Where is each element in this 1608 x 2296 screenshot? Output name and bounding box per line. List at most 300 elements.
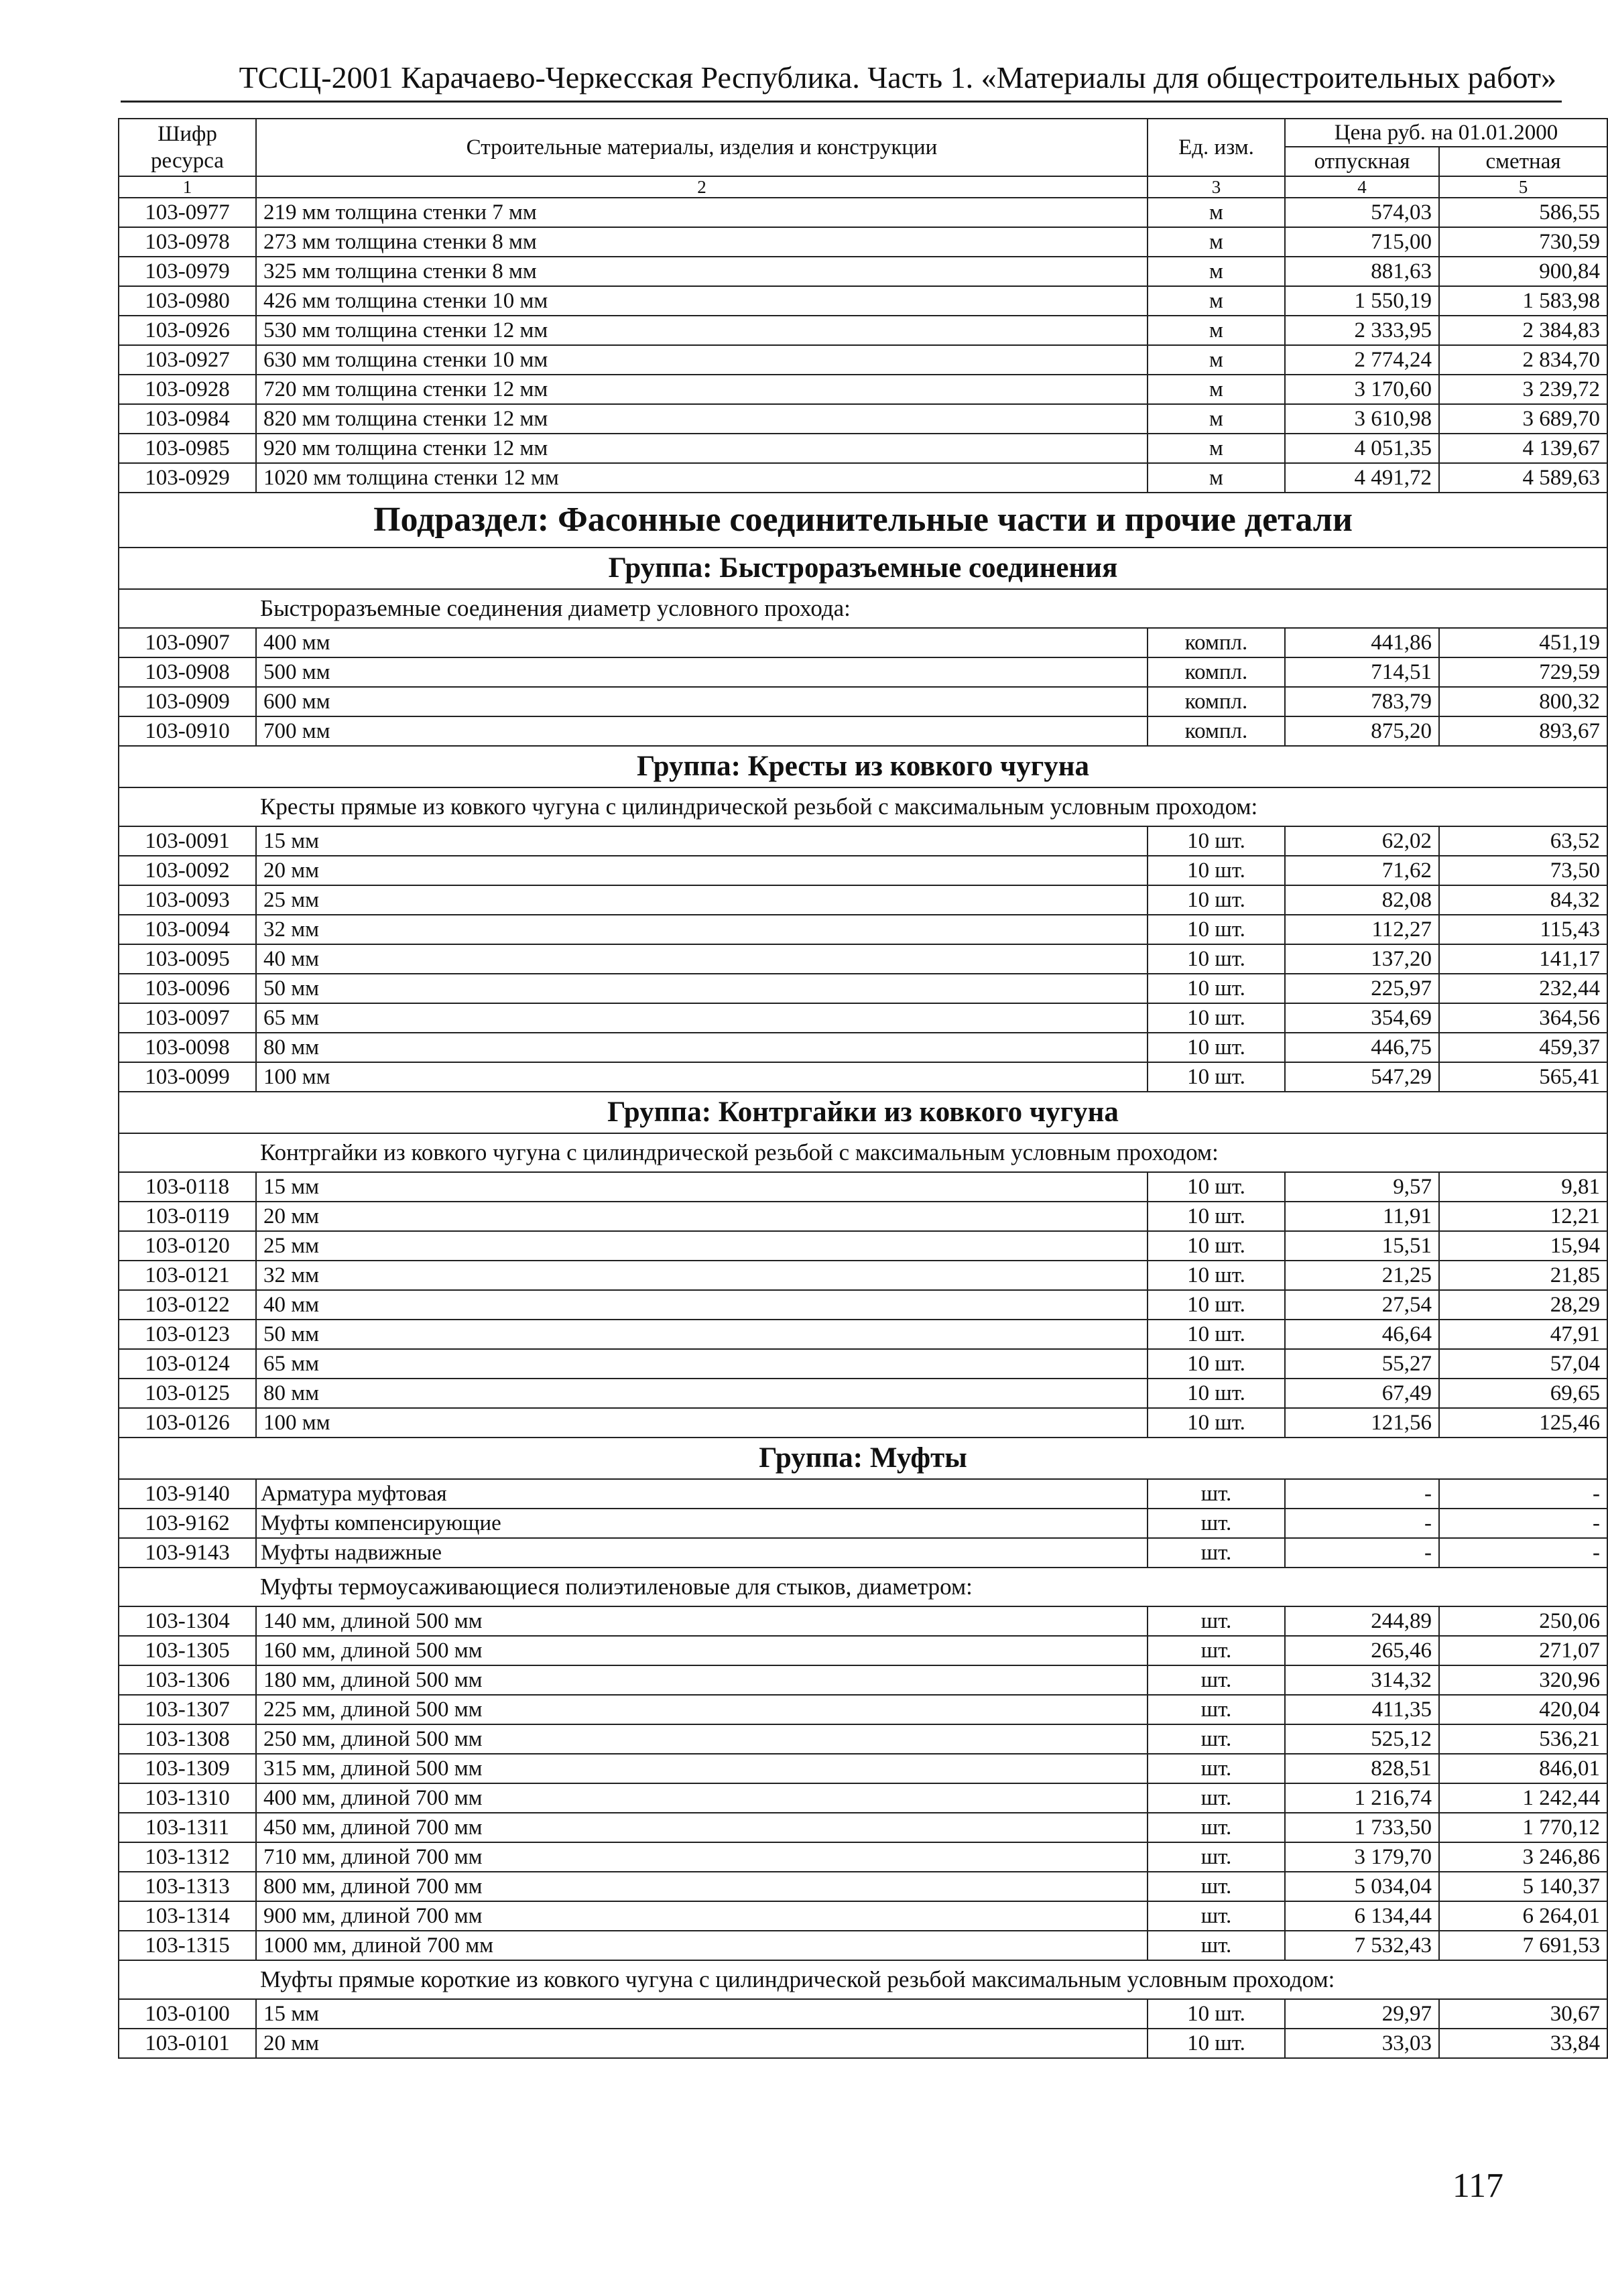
release-price: 46,64 (1285, 1320, 1439, 1349)
table-row (119, 463, 1607, 493)
release-price: 33,03 (1285, 2029, 1439, 2058)
table-row (119, 1901, 1607, 1931)
estimate-price: 15,94 (1439, 1231, 1607, 1261)
material-name: 140 мм, длиной 500 мм (256, 1606, 1148, 1636)
resource-code: 103-1308 (119, 1724, 256, 1754)
group-title: Группа: Быстроразъемные соединения (119, 548, 1607, 589)
resource-code: 103-0978 (119, 227, 256, 257)
unit: шт. (1148, 1783, 1285, 1813)
unit: м (1148, 198, 1285, 227)
table-row (119, 1636, 1607, 1665)
resource-code: 103-0928 (119, 375, 256, 404)
table-row (119, 687, 1607, 716)
resource-code: 103-1309 (119, 1754, 256, 1783)
header-code: Шифр ресурса (119, 119, 256, 176)
table-row (119, 1842, 1607, 1872)
resource-code: 103-0980 (119, 286, 256, 316)
material-name: 500 мм (256, 657, 1148, 687)
material-name: 250 мм, длиной 500 мм (256, 1724, 1148, 1754)
unit: м (1148, 227, 1285, 257)
unit: м (1148, 257, 1285, 286)
release-price: 881,63 (1285, 257, 1439, 286)
unit: шт. (1148, 1872, 1285, 1901)
page-title: ТССЦ-2001 Карачаево-Черкесская Республика. Часть 1. «Материалы для общестроительных работ» (239, 60, 1556, 94)
estimate-price: - (1439, 1538, 1607, 1568)
unit: компл. (1148, 687, 1285, 716)
unit: 10 шт. (1148, 1379, 1285, 1408)
table-row (119, 1202, 1607, 1231)
release-price: 3 610,98 (1285, 404, 1439, 434)
estimate-price: 893,67 (1439, 716, 1607, 746)
table-row (119, 1606, 1607, 1636)
estimate-price: 33,84 (1439, 2029, 1607, 2058)
release-price: 828,51 (1285, 1754, 1439, 1783)
release-price: 547,29 (1285, 1062, 1439, 1092)
unit: 10 шт. (1148, 1290, 1285, 1320)
estimate-price: 451,19 (1439, 628, 1607, 657)
table-row (119, 1872, 1607, 1901)
table-row (119, 1320, 1607, 1349)
table-row (119, 1261, 1607, 1290)
release-price: 6 134,44 (1285, 1901, 1439, 1931)
material-name: 1020 мм толщина стенки 12 мм (256, 463, 1148, 493)
column-number: 3 (1148, 176, 1285, 198)
release-price: 15,51 (1285, 1231, 1439, 1261)
resource-code: 103-0977 (119, 198, 256, 227)
table-row (119, 1665, 1607, 1695)
material-name: 15 мм (256, 826, 1148, 856)
group-description: Контргайки из ковкого чугуна с цилиндрической резьбой с максимальным условным проходом: (119, 1133, 1607, 1172)
desc-row (119, 589, 1607, 628)
estimate-price: 800,32 (1439, 687, 1607, 716)
release-price: 411,35 (1285, 1695, 1439, 1724)
group-row (119, 1438, 1607, 1479)
unit: 10 шт. (1148, 1261, 1285, 1290)
unit: м (1148, 463, 1285, 493)
page-number: 117 (1452, 2167, 1503, 2205)
table-row (119, 1033, 1607, 1062)
unit: шт. (1148, 1509, 1285, 1538)
table-row (119, 1813, 1607, 1842)
table-row (119, 885, 1607, 915)
table-row (119, 1999, 1607, 2029)
desc-row (119, 1133, 1607, 1172)
table-row (119, 1695, 1607, 1724)
estimate-price: 125,46 (1439, 1408, 1607, 1438)
table-row (119, 1479, 1607, 1509)
resource-code: 103-0094 (119, 915, 256, 944)
material-name: 100 мм (256, 1062, 1148, 1092)
unit: 10 шт. (1148, 2029, 1285, 2058)
unit: м (1148, 286, 1285, 316)
release-price: 4 051,35 (1285, 434, 1439, 463)
estimate-price: 69,65 (1439, 1379, 1607, 1408)
material-name: 20 мм (256, 2029, 1148, 2058)
material-name: 40 мм (256, 1290, 1148, 1320)
materials-price-table (118, 118, 1608, 2059)
column-number: 2 (256, 176, 1148, 198)
material-name: 600 мм (256, 687, 1148, 716)
material-name: Арматура муфтовая (256, 1479, 1148, 1509)
resource-code: 103-1312 (119, 1842, 256, 1872)
release-price: 21,25 (1285, 1261, 1439, 1290)
unit: шт. (1148, 1813, 1285, 1842)
material-name: 80 мм (256, 1379, 1148, 1408)
estimate-price: 30,67 (1439, 1999, 1607, 2029)
estimate-price: 900,84 (1439, 257, 1607, 286)
release-price: 1 733,50 (1285, 1813, 1439, 1842)
material-name: 225 мм, длиной 500 мм (256, 1695, 1148, 1724)
estimate-price: 250,06 (1439, 1606, 1607, 1636)
table-row (119, 1062, 1607, 1092)
material-name: 315 мм, длиной 500 мм (256, 1754, 1148, 1783)
table-row (119, 944, 1607, 974)
material-name: 15 мм (256, 1999, 1148, 2029)
unit: 10 шт. (1148, 1999, 1285, 2029)
unit: 10 шт. (1148, 1320, 1285, 1349)
release-price: 574,03 (1285, 198, 1439, 227)
estimate-price: 459,37 (1439, 1033, 1607, 1062)
release-price: - (1285, 1509, 1439, 1538)
estimate-price: 730,59 (1439, 227, 1607, 257)
group-description: Муфты термоусаживающиеся полиэтиленовые для стыков, диаметром: (119, 1568, 1607, 1606)
material-name: 450 мм, длиной 700 мм (256, 1813, 1148, 1842)
estimate-price: 3 246,86 (1439, 1842, 1607, 1872)
material-name: Муфты компенсирующие (256, 1509, 1148, 1538)
estimate-price: 420,04 (1439, 1695, 1607, 1724)
table-row (119, 974, 1607, 1003)
release-price: - (1285, 1479, 1439, 1509)
table-row (119, 1538, 1607, 1568)
resource-code: 103-0091 (119, 826, 256, 856)
resource-code: 103-0985 (119, 434, 256, 463)
material-name: 65 мм (256, 1003, 1148, 1033)
header-name: Строительные материалы, изделия и конструкции (256, 119, 1148, 176)
estimate-price: 28,29 (1439, 1290, 1607, 1320)
resource-code: 103-0125 (119, 1379, 256, 1408)
material-name: 700 мм (256, 716, 1148, 746)
table-row (119, 915, 1607, 944)
resource-code: 103-0907 (119, 628, 256, 657)
unit: 10 шт. (1148, 856, 1285, 885)
material-name: 273 мм толщина стенки 8 мм (256, 227, 1148, 257)
release-price: 875,20 (1285, 716, 1439, 746)
header-price: Цена руб. на 01.01.2000 (1285, 119, 1607, 147)
table-row (119, 257, 1607, 286)
group-description: Кресты прямые из ковкого чугуна с цилиндрической резьбой с максимальным условным проходом: (119, 787, 1607, 826)
estimate-price: 1 583,98 (1439, 286, 1607, 316)
table-row (119, 375, 1607, 404)
table-row (119, 316, 1607, 345)
release-price: 55,27 (1285, 1349, 1439, 1379)
estimate-price: 2 384,83 (1439, 316, 1607, 345)
material-name: 20 мм (256, 1202, 1148, 1231)
estimate-price: 3 689,70 (1439, 404, 1607, 434)
unit: шт. (1148, 1606, 1285, 1636)
table-body (119, 198, 1607, 2058)
table-row (119, 1290, 1607, 1320)
release-price: 7 532,43 (1285, 1931, 1439, 1960)
group-row (119, 1092, 1607, 1133)
material-name: 32 мм (256, 915, 1148, 944)
estimate-price: 115,43 (1439, 915, 1607, 944)
column-number: 5 (1439, 176, 1607, 198)
estimate-price: 271,07 (1439, 1636, 1607, 1665)
resource-code: 103-1306 (119, 1665, 256, 1695)
release-price: 112,27 (1285, 915, 1439, 944)
estimate-price: 1 770,12 (1439, 1813, 1607, 1842)
column-numbers-row (119, 176, 1607, 198)
page-header (121, 52, 1562, 103)
unit: м (1148, 345, 1285, 375)
unit: 10 шт. (1148, 1202, 1285, 1231)
resource-code: 103-9140 (119, 1479, 256, 1509)
estimate-price: 3 239,72 (1439, 375, 1607, 404)
release-price: 121,56 (1285, 1408, 1439, 1438)
release-price: 3 179,70 (1285, 1842, 1439, 1872)
material-name: 400 мм, длиной 700 мм (256, 1783, 1148, 1813)
table-row (119, 628, 1607, 657)
release-price: 354,69 (1285, 1003, 1439, 1033)
subsection-title: Подраздел: Фасонные соединительные части и прочие детали (119, 493, 1607, 548)
material-name: 710 мм, длиной 700 мм (256, 1842, 1148, 1872)
estimate-price: - (1439, 1479, 1607, 1509)
material-name: 530 мм толщина стенки 12 мм (256, 316, 1148, 345)
material-name: Муфты надвижные (256, 1538, 1148, 1568)
resource-code: 103-0909 (119, 687, 256, 716)
estimate-price: 1 242,44 (1439, 1783, 1607, 1813)
table-row (119, 1724, 1607, 1754)
table-row (119, 2029, 1607, 2058)
group-title: Группа: Контргайки из ковкого чугуна (119, 1092, 1607, 1133)
material-name: 20 мм (256, 856, 1148, 885)
release-price: 225,97 (1285, 974, 1439, 1003)
group-description: Муфты прямые короткие из ковкого чугуна с цилиндрической резьбой максимальным условным проходом: (119, 1960, 1607, 1999)
unit: 10 шт. (1148, 1349, 1285, 1379)
unit: 10 шт. (1148, 826, 1285, 856)
resource-code: 103-0098 (119, 1033, 256, 1062)
resource-code: 103-0092 (119, 856, 256, 885)
resource-code: 103-0126 (119, 1408, 256, 1438)
table-row (119, 1003, 1607, 1033)
release-price: 783,79 (1285, 687, 1439, 716)
material-name: 800 мм, длиной 700 мм (256, 1872, 1148, 1901)
unit: 10 шт. (1148, 1172, 1285, 1202)
unit: 10 шт. (1148, 1231, 1285, 1261)
estimate-price: 536,21 (1439, 1724, 1607, 1754)
table-row (119, 198, 1607, 227)
release-price: 265,46 (1285, 1636, 1439, 1665)
release-price: 1 216,74 (1285, 1783, 1439, 1813)
unit: 10 шт. (1148, 1033, 1285, 1062)
unit: шт. (1148, 1931, 1285, 1960)
estimate-price: 2 834,70 (1439, 345, 1607, 375)
resource-code: 103-0095 (119, 944, 256, 974)
estimate-price: 364,56 (1439, 1003, 1607, 1033)
material-name: 80 мм (256, 1033, 1148, 1062)
release-price: 5 034,04 (1285, 1872, 1439, 1901)
table-row (119, 1408, 1607, 1438)
header-release-price: отпускная (1285, 147, 1439, 176)
resource-code: 103-0093 (119, 885, 256, 915)
release-price: 11,91 (1285, 1202, 1439, 1231)
unit: компл. (1148, 628, 1285, 657)
resource-code: 103-9162 (119, 1509, 256, 1538)
resource-code: 103-0123 (119, 1320, 256, 1349)
table-row (119, 1349, 1607, 1379)
material-name: 426 мм толщина стенки 10 мм (256, 286, 1148, 316)
material-name: 32 мм (256, 1261, 1148, 1290)
resource-code: 103-1313 (119, 1872, 256, 1901)
resource-code: 103-0119 (119, 1202, 256, 1231)
resource-code: 103-0120 (119, 1231, 256, 1261)
unit: 10 шт. (1148, 1062, 1285, 1092)
group-row (119, 548, 1607, 589)
material-name: 325 мм толщина стенки 8 мм (256, 257, 1148, 286)
estimate-price: 586,55 (1439, 198, 1607, 227)
estimate-price: 9,81 (1439, 1172, 1607, 1202)
table-row (119, 826, 1607, 856)
table-row (119, 1172, 1607, 1202)
table-row (119, 1783, 1607, 1813)
unit: 10 шт. (1148, 915, 1285, 944)
resource-code: 103-0927 (119, 345, 256, 375)
estimate-price: 21,85 (1439, 1261, 1607, 1290)
group-title: Группа: Муфты (119, 1438, 1607, 1479)
column-number: 4 (1285, 176, 1439, 198)
unit: компл. (1148, 657, 1285, 687)
estimate-price: 57,04 (1439, 1349, 1607, 1379)
table-row (119, 856, 1607, 885)
unit: 10 шт. (1148, 1003, 1285, 1033)
release-price: 3 170,60 (1285, 375, 1439, 404)
table-row (119, 1379, 1607, 1408)
table-row (119, 345, 1607, 375)
resource-code: 103-0926 (119, 316, 256, 345)
table-row (119, 434, 1607, 463)
material-name: 40 мм (256, 944, 1148, 974)
unit: м (1148, 404, 1285, 434)
resource-code: 103-0101 (119, 2029, 256, 2058)
unit: шт. (1148, 1538, 1285, 1568)
release-price: - (1285, 1538, 1439, 1568)
unit: шт. (1148, 1479, 1285, 1509)
material-name: 15 мм (256, 1172, 1148, 1202)
resource-code: 103-0908 (119, 657, 256, 687)
table-row (119, 1754, 1607, 1783)
desc-row (119, 787, 1607, 826)
release-price: 525,12 (1285, 1724, 1439, 1754)
group-description: Быстроразъемные соединения диаметр условного прохода: (119, 589, 1607, 628)
table-row (119, 404, 1607, 434)
unit: шт. (1148, 1636, 1285, 1665)
estimate-price: 63,52 (1439, 826, 1607, 856)
material-name: 1000 мм, длиной 700 мм (256, 1931, 1148, 1960)
estimate-price: 7 691,53 (1439, 1931, 1607, 1960)
release-price: 4 491,72 (1285, 463, 1439, 493)
resource-code: 103-1314 (119, 1901, 256, 1931)
release-price: 82,08 (1285, 885, 1439, 915)
unit: 10 шт. (1148, 974, 1285, 1003)
estimate-price: 6 264,01 (1439, 1901, 1607, 1931)
estimate-price: 84,32 (1439, 885, 1607, 915)
resource-code: 103-0910 (119, 716, 256, 746)
unit: м (1148, 316, 1285, 345)
material-name: 180 мм, длиной 500 мм (256, 1665, 1148, 1695)
material-name: 920 мм толщина стенки 12 мм (256, 434, 1148, 463)
material-name: 219 мм толщина стенки 7 мм (256, 198, 1148, 227)
unit: шт. (1148, 1724, 1285, 1754)
material-name: 50 мм (256, 1320, 1148, 1349)
estimate-price: 846,01 (1439, 1754, 1607, 1783)
table-row (119, 1231, 1607, 1261)
column-number: 1 (119, 176, 256, 198)
resource-code: 103-9143 (119, 1538, 256, 1568)
material-name: 720 мм толщина стенки 12 мм (256, 375, 1148, 404)
estimate-price: 565,41 (1439, 1062, 1607, 1092)
desc-row (119, 1568, 1607, 1606)
release-price: 62,02 (1285, 826, 1439, 856)
release-price: 9,57 (1285, 1172, 1439, 1202)
resource-code: 103-0124 (119, 1349, 256, 1379)
unit: шт. (1148, 1695, 1285, 1724)
resource-code: 103-1311 (119, 1813, 256, 1842)
resource-code: 103-1315 (119, 1931, 256, 1960)
release-price: 715,00 (1285, 227, 1439, 257)
material-name: 100 мм (256, 1408, 1148, 1438)
release-price: 714,51 (1285, 657, 1439, 687)
release-price: 67,49 (1285, 1379, 1439, 1408)
table-row (119, 286, 1607, 316)
resource-code: 103-1307 (119, 1695, 256, 1724)
release-price: 244,89 (1285, 1606, 1439, 1636)
unit: м (1148, 434, 1285, 463)
estimate-price: 320,96 (1439, 1665, 1607, 1695)
release-price: 314,32 (1285, 1665, 1439, 1695)
unit: шт. (1148, 1901, 1285, 1931)
release-price: 441,86 (1285, 628, 1439, 657)
unit: шт. (1148, 1842, 1285, 1872)
unit: 10 шт. (1148, 885, 1285, 915)
release-price: 29,97 (1285, 1999, 1439, 2029)
material-name: 25 мм (256, 1231, 1148, 1261)
subsection-row (119, 493, 1607, 548)
estimate-price: 141,17 (1439, 944, 1607, 974)
estimate-price: 73,50 (1439, 856, 1607, 885)
resource-code: 103-0118 (119, 1172, 256, 1202)
material-name: 65 мм (256, 1349, 1148, 1379)
estimate-price: 5 140,37 (1439, 1872, 1607, 1901)
release-price: 2 333,95 (1285, 316, 1439, 345)
release-price: 446,75 (1285, 1033, 1439, 1062)
header-unit: Ед. изм. (1148, 119, 1285, 176)
resource-code: 103-1310 (119, 1783, 256, 1813)
estimate-price: 4 589,63 (1439, 463, 1607, 493)
resource-code: 103-0100 (119, 1999, 256, 2029)
resource-code: 103-0121 (119, 1261, 256, 1290)
unit: м (1148, 375, 1285, 404)
table-row (119, 1509, 1607, 1538)
table-header (119, 119, 1607, 198)
header-estimate-price: сметная (1439, 147, 1607, 176)
material-name: 400 мм (256, 628, 1148, 657)
group-row (119, 746, 1607, 787)
release-price: 1 550,19 (1285, 286, 1439, 316)
unit: 10 шт. (1148, 1408, 1285, 1438)
table-row (119, 1931, 1607, 1960)
release-price: 71,62 (1285, 856, 1439, 885)
table-row (119, 227, 1607, 257)
